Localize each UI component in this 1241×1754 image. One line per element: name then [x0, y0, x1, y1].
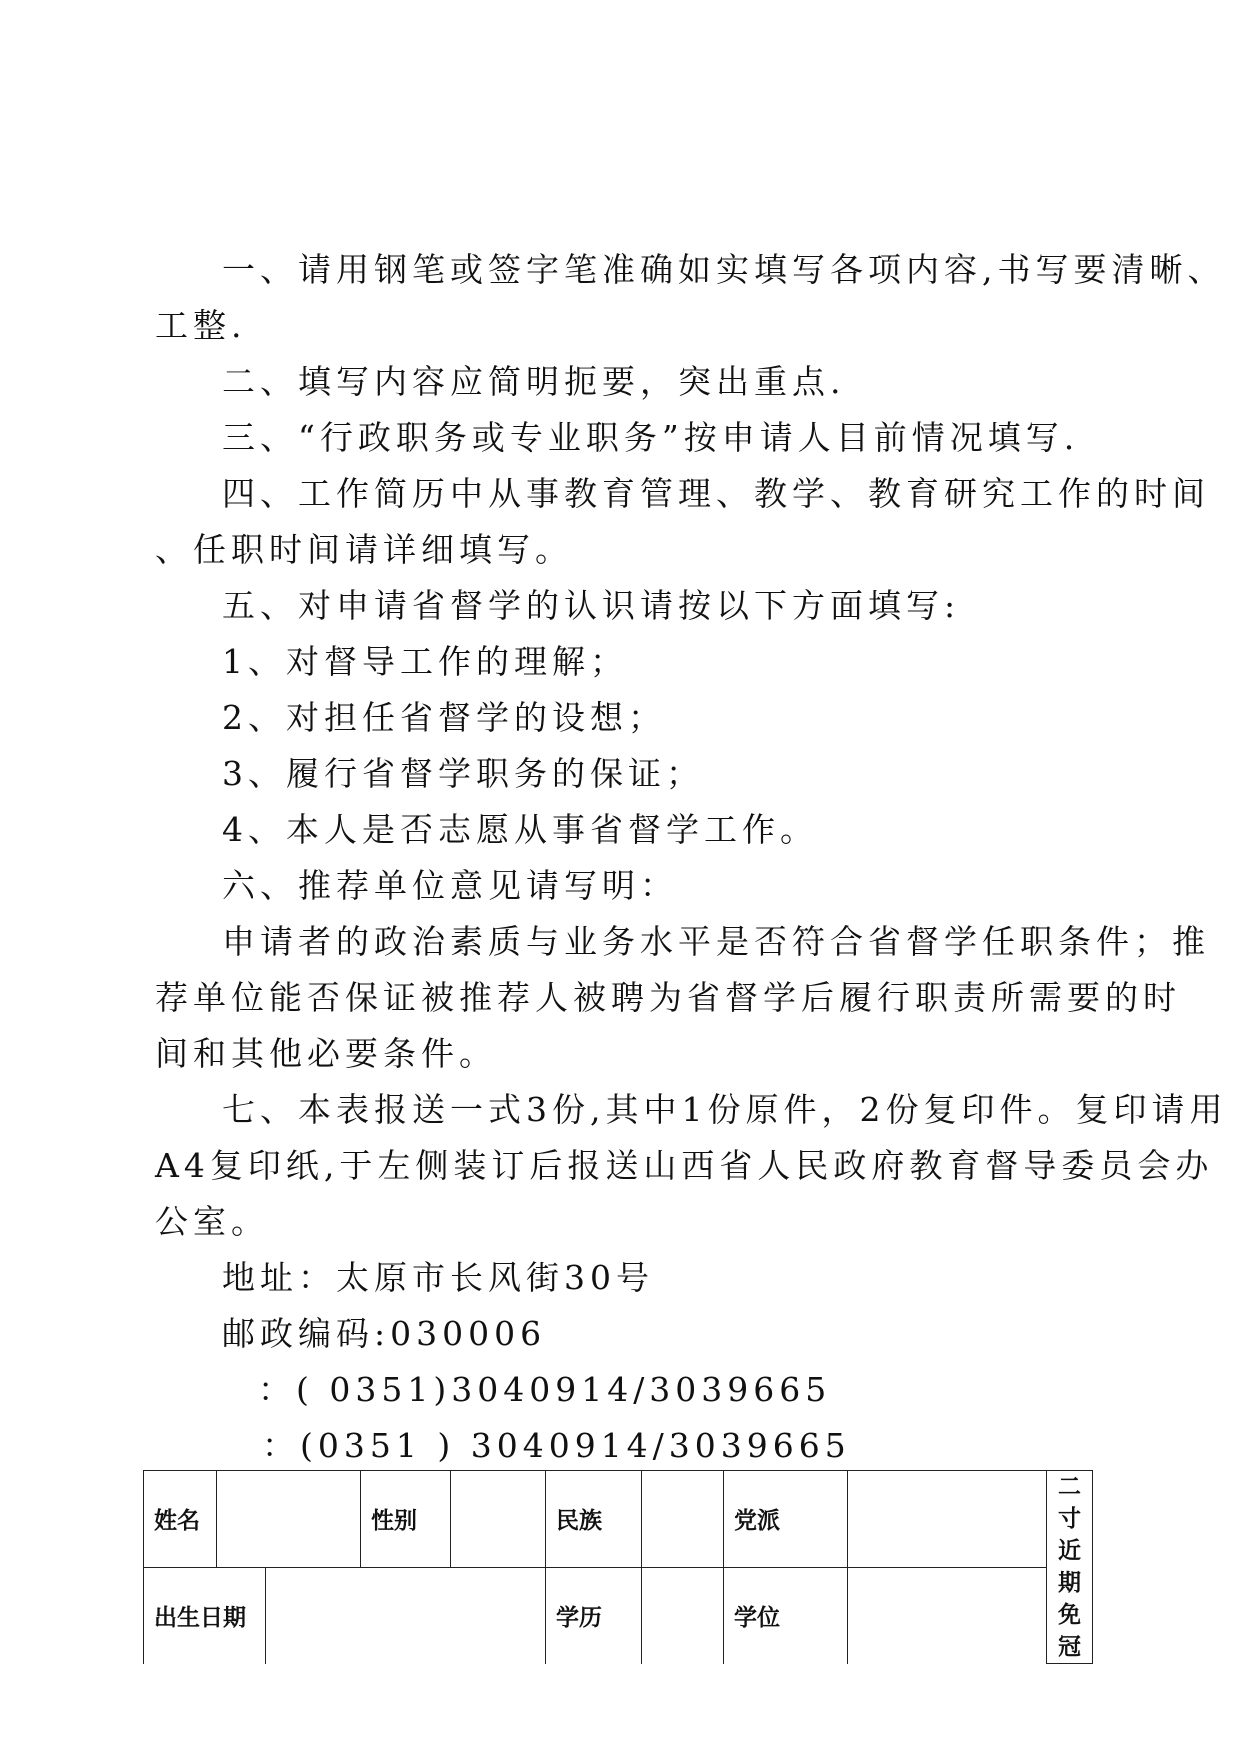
- instruction-5-item-2: 2、对担任省督学的设想；: [222, 698, 666, 737]
- instruction-6-detail-line2: 荐单位能否保证被推荐人被聘为省督学后履行职责所需要的时: [155, 978, 1181, 1017]
- name-label: 姓名: [144, 1471, 217, 1568]
- education-label: 学历: [546, 1567, 642, 1663]
- education-field[interactable]: [642, 1567, 724, 1663]
- instruction-1-line1: 一、请用钢笔或签字笔准确如实填写各项内容,书写要清晰、: [222, 250, 1226, 289]
- photo-label-size: 二寸: [1058, 1474, 1081, 1532]
- degree-label: 学位: [724, 1567, 848, 1663]
- instruction-5-item-4: 4、本人是否志愿从事省督学工作。: [222, 810, 818, 849]
- gender-field[interactable]: [451, 1471, 546, 1568]
- photo-box[interactable]: [1047, 1471, 1093, 1664]
- instruction-7-line2: A4复印纸,于左侧装订后报送山西省人民政府教育督导委员会办: [155, 1146, 1214, 1185]
- degree-field[interactable]: [848, 1567, 1047, 1663]
- form-row-1: [144, 1471, 1093, 1568]
- postal-code-line: 邮政编码:030006: [222, 1314, 547, 1353]
- party-label: 党派: [724, 1471, 848, 1568]
- instruction-6: 六、推荐单位意见请写明：: [222, 866, 678, 905]
- instruction-6-detail-line1: 申请者的政治素质与业务水平是否符合省督学任职条件；推: [222, 922, 1210, 961]
- party-field[interactable]: [848, 1471, 1047, 1568]
- address-line: 地址：太原市长风街30号: [222, 1258, 654, 1297]
- instruction-2: 二、填写内容应简明扼要，突出重点.: [222, 362, 846, 401]
- phone-line: ：( 0351)3040914/3039665: [258, 1370, 832, 1409]
- instruction-1-line2: 工整.: [155, 306, 247, 345]
- instruction-5-item-1: 1、对督导工作的理解；: [222, 642, 628, 681]
- photo-label-recent: 近期: [1058, 1538, 1081, 1596]
- instruction-7-line3: 公室。: [155, 1202, 269, 1241]
- birthdate-label: 出生日期: [144, 1567, 266, 1663]
- instruction-6-detail-line3: 间和其他必要条件。: [155, 1034, 497, 1073]
- photo-label-bareheaded: 免冠: [1058, 1602, 1081, 1660]
- instruction-3: 三、“行政职务或专业职务”按申请人目前情况填写.: [222, 418, 1080, 457]
- instruction-4-line2: 、任职时间请详细填写。: [155, 530, 573, 569]
- instruction-5: 五、对申请省督学的认识请按以下方面填写:: [222, 586, 961, 625]
- form-row-2: [144, 1567, 1093, 1663]
- fax-line: ：(0351 ) 3040914/3039665: [262, 1426, 851, 1465]
- ethnicity-field[interactable]: [642, 1471, 724, 1568]
- instruction-4-line1: 四、工作简历中从事教育管理、教学、教育研究工作的时间: [222, 474, 1210, 513]
- instruction-7-line1: 七、本表报送一式3份,其中1份原件，2份复印件。复印请用: [222, 1090, 1228, 1129]
- birthdate-field[interactable]: [266, 1567, 546, 1663]
- gender-label: 性别: [361, 1471, 451, 1568]
- application-form-table: [143, 1470, 1093, 1664]
- ethnicity-label: 民族: [546, 1471, 642, 1568]
- instruction-5-item-3: 3、履行省督学职务的保证；: [222, 754, 704, 793]
- name-field[interactable]: [217, 1471, 361, 1568]
